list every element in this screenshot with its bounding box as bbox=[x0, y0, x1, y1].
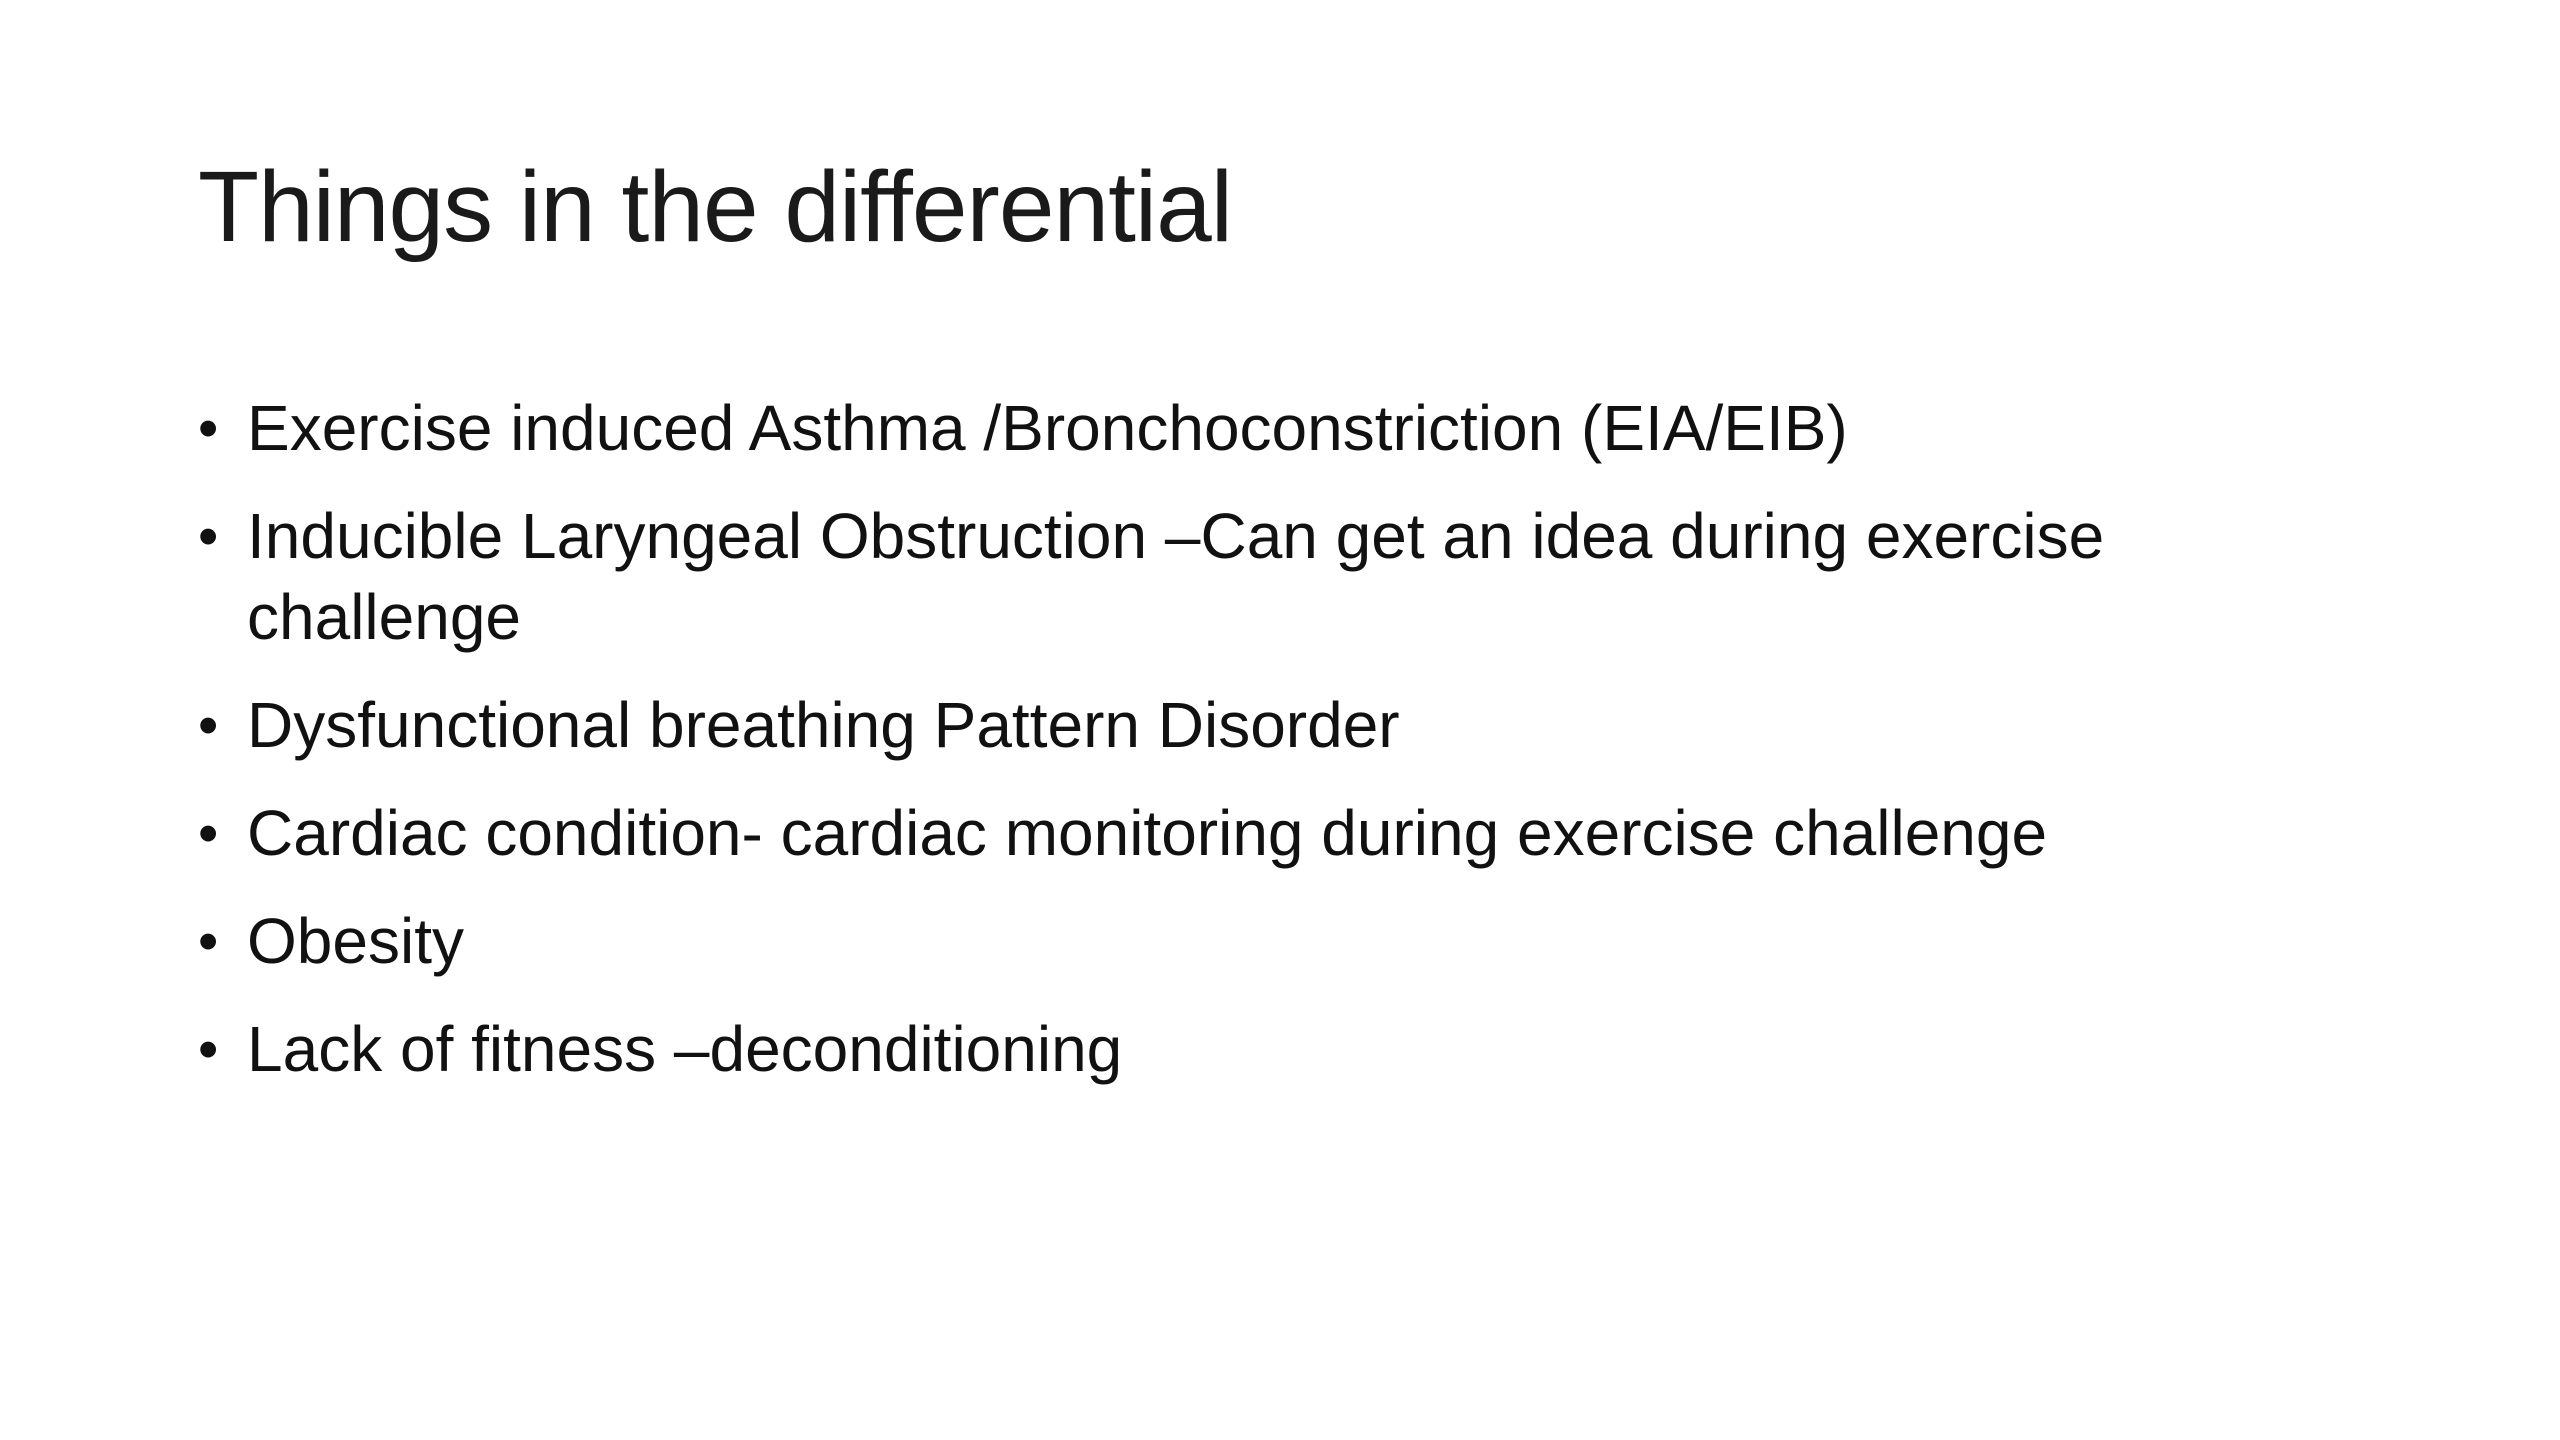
slide-title: Things in the differential bbox=[198, 151, 1232, 263]
bullet-icon: • bbox=[198, 909, 219, 974]
bullet-item bbox=[198, 1009, 2318, 1090]
bullet-icon: • bbox=[198, 396, 219, 461]
bullet-item bbox=[198, 496, 2318, 658]
bullet-item bbox=[198, 901, 2318, 982]
bullet-item bbox=[198, 793, 2318, 874]
bullet-item bbox=[198, 388, 2318, 469]
bullet-text: Exercise induced Asthma /Bronchoconstriction (EIA/EIB) bbox=[247, 392, 1848, 464]
bullet-text: Lack of fitness –deconditioning bbox=[247, 1013, 1123, 1085]
bullet-icon: • bbox=[198, 693, 219, 758]
bullet-text: Inducible Laryngeal Obstruction –Can get an idea during exercise challenge bbox=[247, 500, 2105, 653]
bullet-text: Dysfunctional breathing Pattern Disorder bbox=[247, 689, 1400, 761]
bullet-text: Cardiac condition- cardiac monitoring during exercise challenge bbox=[247, 797, 2048, 869]
bullet-icon: • bbox=[198, 1017, 219, 1082]
bullet-list bbox=[198, 388, 2318, 1117]
bullet-item bbox=[198, 685, 2318, 766]
bullet-text: Obesity bbox=[247, 905, 464, 977]
bullet-icon: • bbox=[198, 504, 219, 569]
bullet-icon: • bbox=[198, 801, 219, 866]
